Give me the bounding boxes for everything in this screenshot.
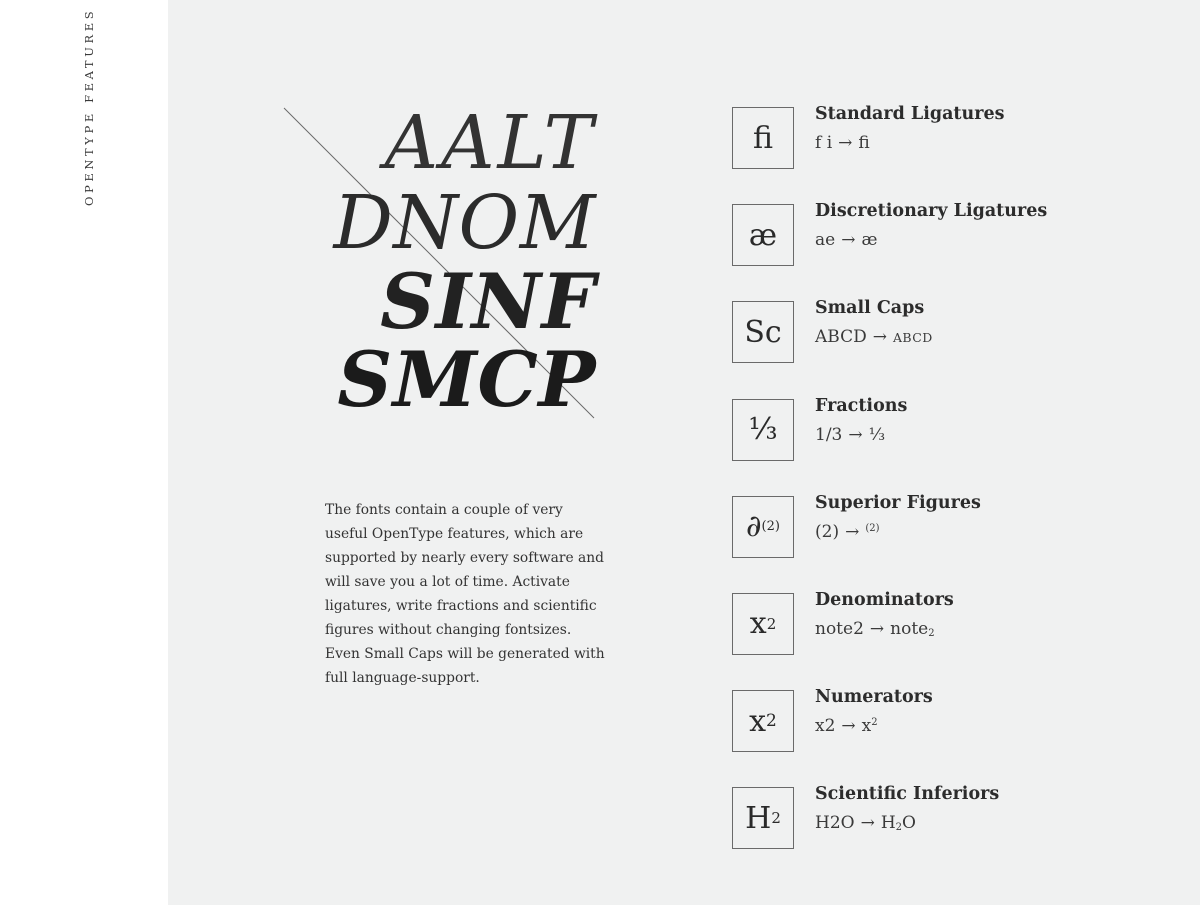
hero-word-smcp: SMCP bbox=[337, 335, 596, 424]
ligature-ae-glyph: æ bbox=[732, 204, 794, 266]
arrow-right-icon: → bbox=[838, 133, 853, 153]
feature-name: Discretionary Ligatures bbox=[815, 201, 1048, 222]
feature-item-superior-figures bbox=[732, 492, 1172, 593]
intro-paragraph: The fonts contain a couple of very useful OpenType features, which are supported by nearly every software and will save you a lot of time. Activate ligatures, write fractions and scientific figures without changing fontsizes. Even Small Caps will be generated with full language-support. bbox=[325, 502, 605, 686]
hero-word-aalt: AALT bbox=[384, 100, 596, 186]
arrow-right-icon: → bbox=[848, 424, 863, 445]
feature-example: note2 → note2 bbox=[815, 618, 935, 639]
feature-list bbox=[732, 104, 1172, 885]
hero-feature-codes bbox=[280, 100, 598, 424]
feature-example: f i → ﬁ bbox=[815, 133, 870, 153]
feature-item-scientific-inferiors bbox=[732, 784, 1172, 884]
denominator-glyph: x 2 bbox=[732, 593, 794, 655]
arrow-right-icon: → bbox=[869, 618, 885, 639]
feature-item-fractions bbox=[732, 395, 1172, 496]
feature-item-numerators bbox=[732, 687, 1172, 787]
feature-name: Superior Figures bbox=[815, 492, 981, 513]
fraction-glyph: ⅓ bbox=[732, 399, 794, 461]
feature-example: 1/3 → ⅓ bbox=[815, 424, 886, 445]
feature-name: Small Caps bbox=[815, 298, 925, 319]
arrow-right-icon: → bbox=[860, 813, 875, 834]
small-caps-glyph: Sc bbox=[732, 301, 794, 363]
feature-item-small-caps bbox=[732, 298, 1172, 398]
feature-name: Standard Ligatures bbox=[815, 104, 1005, 124]
arrow-right-icon: → bbox=[841, 716, 856, 737]
feature-example: ABCD → ABCD bbox=[815, 327, 933, 348]
sidebar-strip bbox=[0, 0, 168, 905]
hero-word-dnom: DNOM bbox=[333, 180, 596, 266]
feature-name: Fractions bbox=[815, 395, 908, 416]
section-label: OPENTYPE FEATURES bbox=[82, 7, 96, 206]
feature-item-standard-ligatures bbox=[732, 104, 1172, 204]
feature-name: Scientific Inferiors bbox=[815, 784, 1000, 805]
feature-example: $x2 \to x^2$ bbox=[815, 716, 878, 737]
feature-name: Denominators bbox=[815, 589, 954, 610]
feature-example: ae → æ bbox=[815, 230, 878, 251]
scientific-inferior-glyph: H 2 bbox=[732, 787, 794, 849]
superior-figures-glyph: ∂ (2) bbox=[732, 496, 794, 558]
arrow-right-icon: → bbox=[872, 327, 887, 348]
feature-example: (2) → $^{(2)}$ bbox=[815, 521, 880, 542]
feature-example: H2O → H2O bbox=[815, 813, 916, 834]
ligature-fi-glyph: ﬁ bbox=[732, 107, 794, 169]
feature-item-discretionary-ligatures bbox=[732, 201, 1172, 301]
arrow-right-icon: → bbox=[841, 230, 856, 251]
numerator-glyph: x 2 bbox=[732, 690, 794, 752]
arrow-right-icon: → bbox=[845, 521, 860, 542]
hero-word-sinf: SINF bbox=[380, 257, 596, 346]
feature-item-denominators bbox=[732, 589, 1172, 690]
feature-name: Numerators bbox=[815, 687, 933, 708]
